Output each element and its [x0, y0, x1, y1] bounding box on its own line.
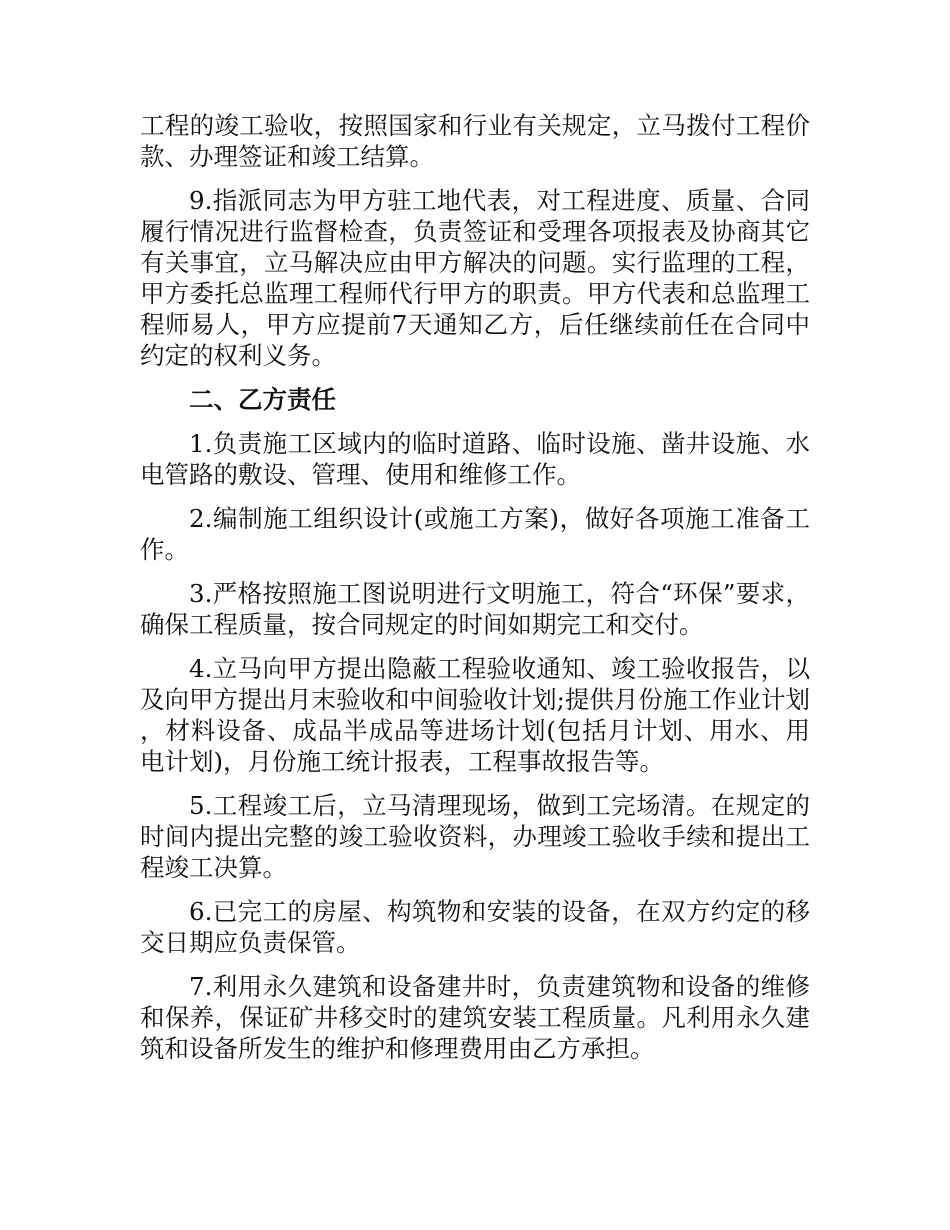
paragraph-continuation: 工程的竣工验收，按照国家和行业有关规定，立马拨付工程价款、办理签证和竣工结算。 [140, 111, 810, 171]
paragraph-item-7: 7.利用永久建筑和设备建井时，负责建筑物和设备的维修和保养，保证矿井移交时的建筑安装工程质量。凡利用永久建筑和设备所发生的维护和修理费用由乙方承担。 [140, 972, 810, 1063]
paragraph-item-9: 9.指派同志为甲方驻工地代表，对工程进度、质量、合同履行情况进行监督检查，负责签证和受理各项报表及协商其它有关事宜，立马解决应由甲方解决的问题。实行监理的工程，甲方委托总监理工程师代行甲方的职责。甲方代表和总监理工程师易人，甲方应提前7天通知乙方，后任继续前任在合同中约定的权利义务。 [140, 186, 810, 370]
paragraph-item-1: 1.负责施工区域内的临时道路、临时设施、凿井设施、水电管路的敷设、管理、使用和维修工作。 [140, 429, 810, 489]
paragraph-item-6: 6.已完工的房屋、构筑物和安装的设备，在双方约定的移交日期应负责保管。 [140, 897, 810, 957]
section-heading-party-b: 二、乙方责任 [189, 385, 336, 414]
paragraph-item-3: 3.严格按照施工图说明进行文明施工，符合“环保”要求，确保工程质量，按合同规定的时间如期完工和交付。 [140, 579, 810, 639]
document-body [140, 110, 810, 1077]
paragraph-item-5: 5.工程竣工后，立马清理现场，做到工完场清。在规定的时间内提出完整的竣工验收资料，办理竣工验收手续和提出工程竣工决算。 [140, 791, 810, 882]
paragraph-item-4: 4.立马向甲方提出隐蔽工程验收通知、竣工验收报告，以及向甲方提出月末验收和中间验收计划;提供月份施工作业计划，材料设备、成品半成品等进场计划(包括月计划、用水、用电计划)，月份施工统计报表，工程事故报告等。 [140, 654, 810, 776]
paragraph-item-2: 2.编制施工组织设计(或施工方案)，做好各项施工准备工作。 [140, 504, 810, 564]
